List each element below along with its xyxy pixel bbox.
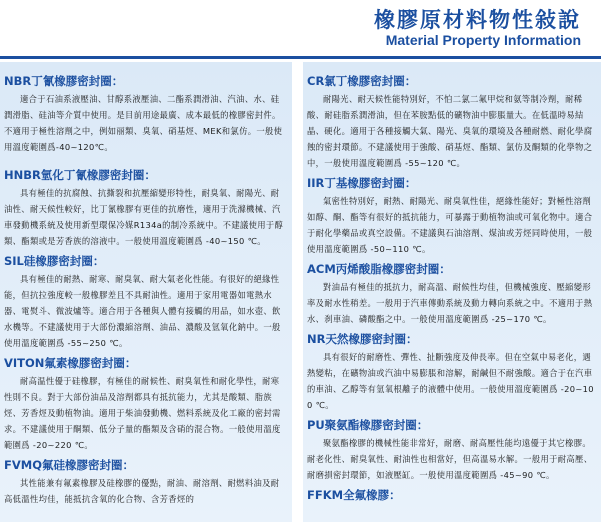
section-heading: HNBR氫化丁氰橡膠密封圈：: [4, 168, 156, 182]
section-body: 具有極佳的抗腐蝕、抗撕裂和抗壓縮變形特性，耐臭氧、耐陽光、耐油性、耐天候性較好，比丁氰橡膠有更佳的抗磨性，適用于洗滌機械、汽車發動機系統及使用新型環保冷媒R134a的制冷系統中。不建議使用于醇類、酯類或是芳香族的溶液中。一般使用溫度範圍爲 -40~150 ℃。: [4, 188, 284, 246]
section-iir: [303, 171, 601, 257]
section-body: 其性能兼有氟素橡膠及硅橡膠的優點，耐油、耐溶劑、耐燃料油及耐高低溫性均佳，能抵抗含氧的化合物、含芳香烴的: [4, 478, 280, 504]
left-column: [0, 62, 292, 522]
section-heading: SIL硅橡膠密封圈：: [4, 254, 105, 268]
section-heading: CR氯丁橡膠密封圈：: [307, 74, 417, 88]
section-hnbr: [0, 155, 292, 249]
section-ffkm: [303, 483, 601, 502]
page-header: [0, 0, 601, 62]
section-heading: ACM丙烯酸脂橡膠密封圈：: [307, 262, 451, 276]
section-heading: IIR丁基橡膠密封圈：: [307, 176, 417, 190]
section-body: 具有極佳的耐熱、耐寒、耐臭氧、耐大氣老化性能。有很好的絕緣性能，但抗拉強度較一般橡膠差且不具耐油性。適用于家用電器如電熱水器、電熨斗、微波爐等。適合用于各種與人體有接觸的用品，如水壺、飲水機等。不建議使用于大部份濃縮溶劑、油品、濃酸及氫氧化鈉中。一般使用溫度範圍爲 -55~250 ℃。: [4, 274, 281, 348]
section-heading: NR天然橡膠密封圈：: [307, 332, 418, 346]
section-body: 適合于石油系液壓油、甘醇系液壓油、二酯系潤滑油、汽油、水、硅潤滑脂、硅油等介質中使用。是目前用途最廣、成本最低的橡膠密封件。不適用于極性溶劑之中，例如丽類、臭氧、硝基烴、MEK和氯仿。一般使用溫度範圍爲-40~120℃。: [4, 94, 283, 152]
section-heading: PU聚氨酯橡膠密封圈：: [307, 418, 429, 432]
section-heading: FVMQ氟硅橡膠密封圈：: [4, 458, 134, 472]
section-sil: [0, 249, 292, 351]
right-column: [303, 62, 601, 522]
section-viton: [0, 351, 292, 453]
section-body: 聚氨酯橡膠的機械性能非常好，耐磨、耐高壓性能均遠優于其它橡膠。耐老化性、耐臭氧性、耐油性也相當好，但高溫易水解。一般用于耐高壓、耐磨損密封環節，如液壓缸。一般使用溫度範圍爲 -45~90 ℃。: [307, 438, 593, 480]
section-nbr: [0, 62, 292, 155]
page-subtitle: Material Property Information: [385, 32, 581, 48]
section-acm: [303, 257, 601, 327]
page-title: 橡膠原材料物性敍說: [374, 8, 581, 32]
section-body: 耐陽光、耐天候性能特別好，不怕二氯二氟甲烷和氨等制冷劑，耐稀酸、耐硅脂系潤滑油，但在苯胺點低的礦物油中膨脹量大。在低溫時易結晶、硬化。適用于各種接觸大氣、陽光、臭氧的環境及各種耐燃、耐化學腐蝕的密封環節。不建議使用于強酸、硝基烴、酯類、氯仿及酮類的化學物之中，一般使用溫度範圍爲 -55~120 ℃。: [307, 94, 593, 168]
section-fvmq: [0, 453, 292, 507]
section-body: 耐高温性優于硅橡膠，有極佳的耐候性、耐臭氧性和耐化學性，耐寒性則不良。對于大部份油品及溶劑都具有抵抗能力，尤其是酸類、脂族烴、芳香烴及動植物油。適用于柴油發動機、燃料系統及化工廠的密封需求。不建議使用于酮類、低分子量的酯類及含硝的混合物。一般使用溫度範圍爲 -20~220 ℃。: [4, 376, 281, 450]
section-cr: [303, 62, 601, 171]
section-heading: FFKM全氟橡膠：: [307, 488, 401, 502]
section-body: 氣密性特別好，耐熱、耐陽光、耐臭氧性佳，絕緣性能好；對極性溶劑如醇、酮、酯等有很好的抵抗能力，可暴露于動植物油或可氧化物中。適合于耐化學藥品或真空設備。不建議與石油溶劑、煤油或芳烴同時使用，一般使用溫度範圍爲 -50~110 ℃。: [307, 196, 593, 254]
section-body: 具有很好的耐磨性、彈性、扯斷強度及伸長率。但在空氣中易老化，遇熱變粘，在礦物油或汽油中易膨脹和溶解，耐鹹但不耐強酸。適合于在汽車的車油、乙醇等有氫氧根離子的液體中使用。一般使用溫度範圍爲 -20~100 ℃。: [307, 352, 594, 410]
section-pu: [303, 413, 601, 483]
section-body: 對油品有極佳的抵抗力，耐高溫、耐候性均佳，但機械強度、壓縮變形率及耐水性稍差。一般用于汽車傳動系統及動力轉向系統之中。不適用于熱水、刹車油、磷酸酯之中。一般使用溫度範圍爲 -25~170 ℃。: [307, 282, 593, 324]
section-heading: NBR丁氰橡膠密封圈：: [4, 74, 124, 88]
section-heading: VITON氟素橡膠密封圈：: [4, 356, 137, 370]
section-nr: [303, 327, 601, 413]
header-divider: [0, 56, 601, 59]
